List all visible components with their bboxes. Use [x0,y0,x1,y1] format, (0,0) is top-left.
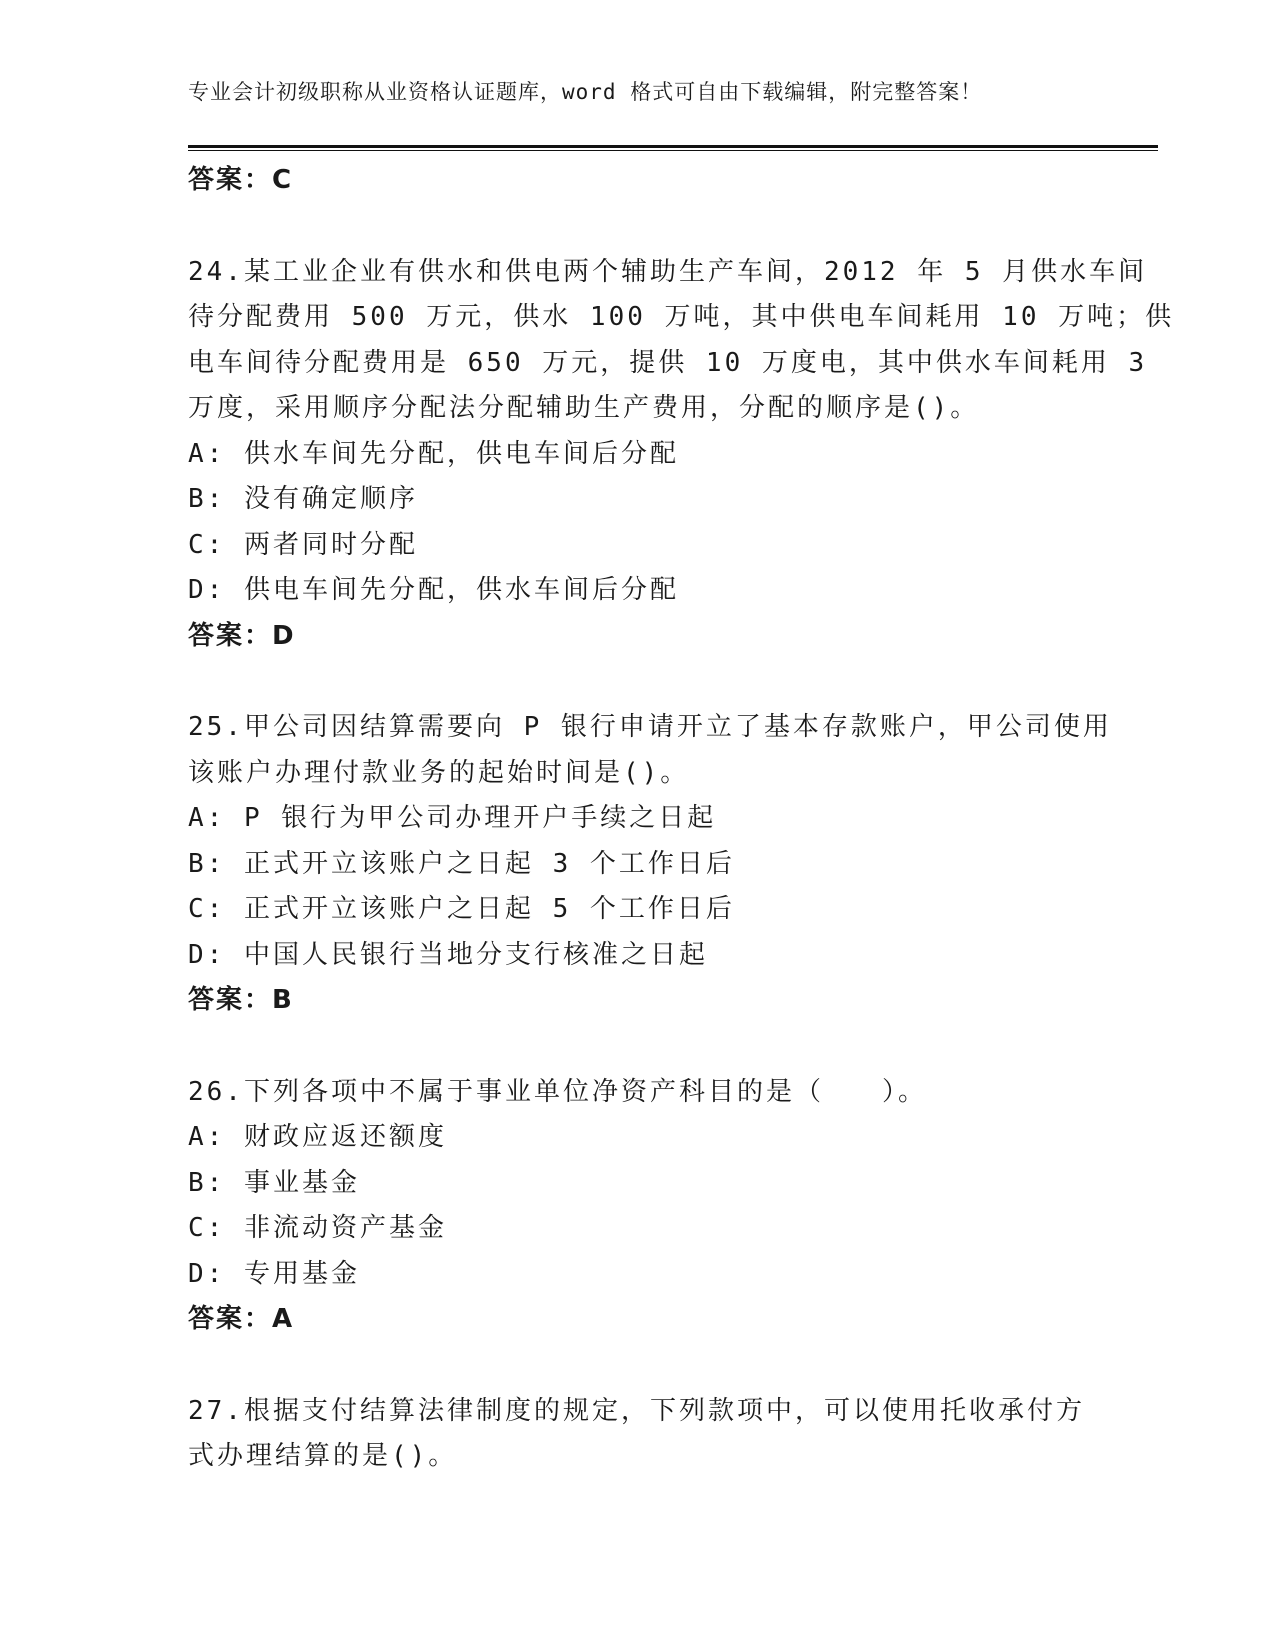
option-d: D: 中国人民银行当地分支行核准之日起 [188,939,708,970]
question-content [188,158,1175,1480]
question-27 [188,1389,1088,1480]
option-d: D: 专用基金 [188,1258,360,1289]
question-text-line: 27.根据支付结算法律制度的规定，下列款项中，可以使用托收承付方 [188,1395,1085,1426]
answer-line: 答案：D [188,620,296,651]
question-text-line: 24.某工业企业有供水和供电两个辅助生产车间，2012 年 5 月供水车间 [188,256,1148,287]
option-c: C: 非流动资产基金 [188,1213,447,1243]
question-text-line: 26.下列各项中不属于事业单位净资产科目的是（ ）。 [188,1076,927,1107]
answer-line: 答案：C [188,165,294,195]
option-a: A: P 银行为甲公司办理开户手续之日起 [188,803,717,833]
question-25 [188,705,1112,1024]
question-text-line: 电车间待分配费用是 650 万元，提供 10 万度电，其中供水车间耗用 3 [188,347,1148,378]
page-header: 专业会计初级职称从业资格认证题库，word 格式可自由下载编辑，附完整答案！ [188,80,983,104]
option-a: A: 财政应返还额度 [188,1122,447,1152]
question-text-line: 待分配费用 500 万元，供水 100 万吨，其中供电车间耗用 10 万吨；供 [188,302,1175,332]
option-c: C: 两者同时分配 [188,529,418,560]
answer-line: 答案：B [188,985,294,1015]
option-b: B: 事业基金 [188,1167,360,1198]
question-text-line: 25.甲公司因结算需要向 P 银行申请开立了基本存款账户，甲公司使用 [188,712,1112,742]
option-b: B: 正式开立该账户之日起 3 个工作日后 [188,848,735,879]
option-d: D: 供电车间先分配，供水车间后分配 [188,575,679,605]
question-text-line: 万度，采用顺序分配法分配辅助生产费用，分配的顺序是()。 [188,393,980,423]
header-divider-thick [188,145,1158,148]
question-text-line: 该账户办理付款业务的起始时间是()。 [188,757,690,788]
answer-line: 答案：A [188,1304,295,1334]
option-c: C: 正式开立该账户之日起 5 个工作日后 [188,894,735,924]
question-text-line: 式办理结算的是()。 [188,1441,458,1471]
option-a: A: 供水车间先分配，供电车间后分配 [188,438,679,469]
question-26 [188,1070,1088,1343]
header-divider-thin [188,150,1158,151]
option-b: B: 没有确定顺序 [188,484,418,514]
question-24 [188,250,1175,660]
